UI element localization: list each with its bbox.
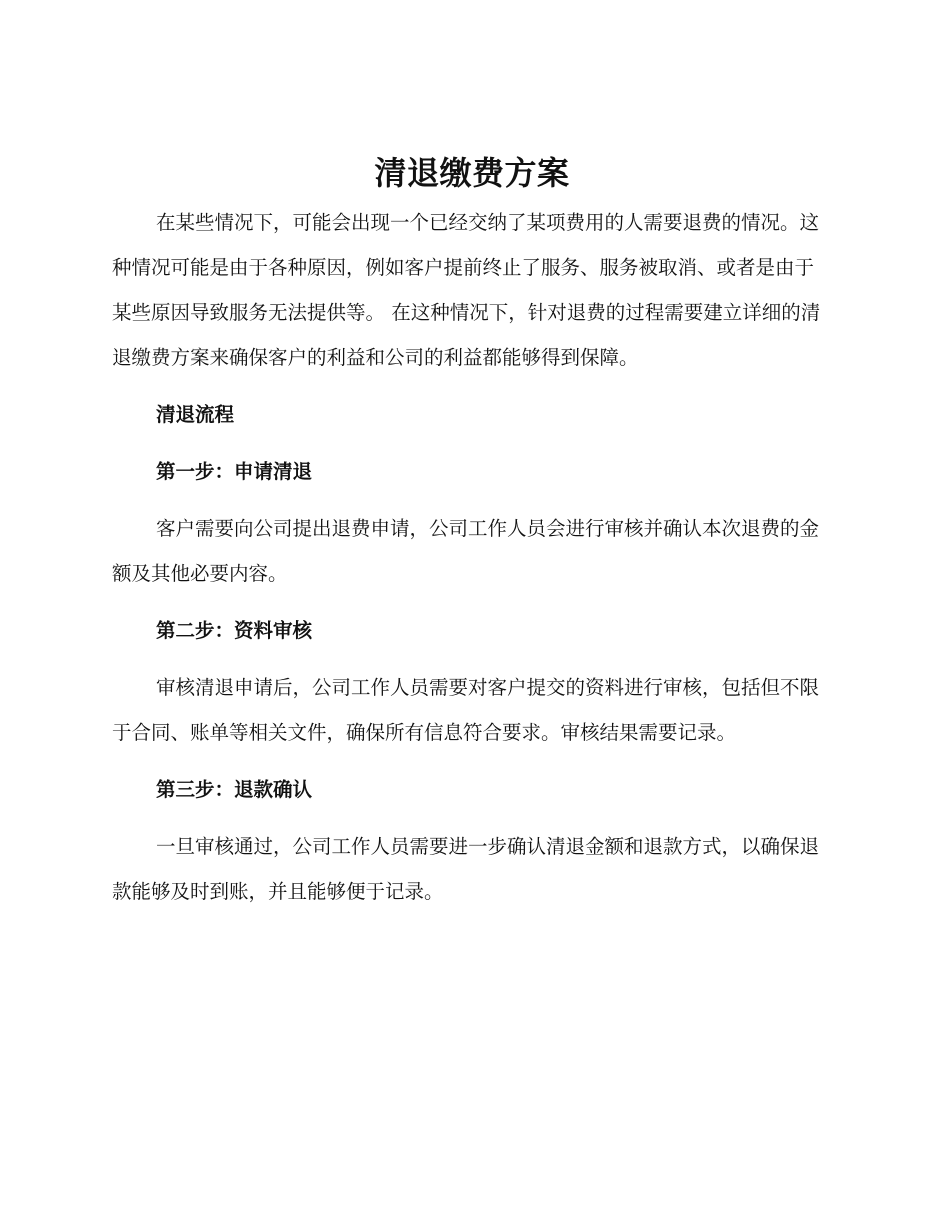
intro-paragraph: 在某些情况下，可能会出现一个已经交纳了某项费用的人需要退费的情况。这种情况可能是由于各种原因，例如客户提前终止了服务、服务被取消、或者是由于某些原因导致服务无法提供等。 在这种情况下，针对退费的过程需要建立详细的清退缴费方案来确保客户的利益和公司的利益都能够得到保障。 (112, 211, 821, 369)
document-title: 清退缴费方案 (374, 154, 570, 192)
section-title: 清退流程 (156, 403, 235, 426)
step-1-body: 客户需要向公司提出退费申请，公司工作人员会进行审核并确认本次退费的金额及其他必要内容。 (112, 517, 820, 585)
step-2-body: 审核清退申请后，公司工作人员需要对客户提交的资料进行审核，包括但不限于合同、账单等相关文件，确保所有信息符合要求。审核结果需要记录。 (112, 676, 820, 744)
step-1-heading: 第一步：申请清退 (156, 460, 313, 483)
step-3-body: 一旦审核通过，公司工作人员需要进一步确认清退金额和退款方式，以确保退款能够及时到账，并且能够便于记录。 (112, 835, 820, 903)
step-2-heading: 第二步：资料审核 (156, 619, 313, 642)
document-page (112, 150, 832, 914)
step-3-heading: 第三步：退款确认 (156, 778, 313, 801)
